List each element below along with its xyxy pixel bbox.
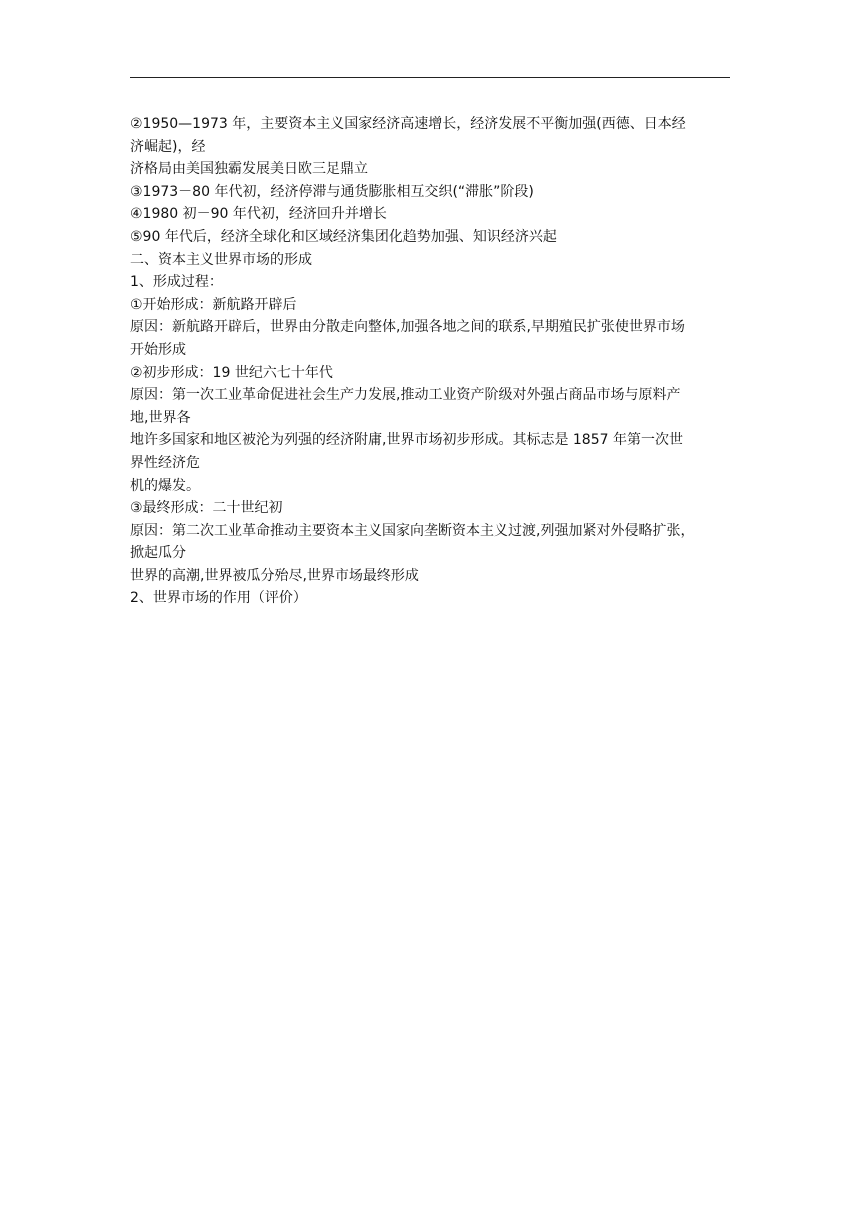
text-line: 原因：第一次工业革命促进社会生产力发展,推动工业资产阶级对外强占商品市场与原料产 (130, 387, 681, 404)
section-heading: 二、资本主义世界市场的形成 (130, 251, 312, 268)
text-line: 世界的高潮,世界被瓜分殆尽,世界市场最终形成 (130, 567, 419, 584)
text-line: 济崛起)，经 (130, 138, 206, 155)
text-line: ②1950—1973 年，主要资本主义国家经济高速增长，经济发展不平衡加强(西德、日本经 (130, 116, 686, 132)
text-line: 原因：新航路开辟后，世界由分散走向整体,加强各地之间的联系,早期殖民扩张使世界市场 (130, 319, 685, 336)
text-line: 地许多国家和地区被沦为列强的经济附庸,世界市场初步形成。其标志是 1857 年第一次世 (130, 432, 683, 449)
subsection-heading: 1、形成过程： (130, 274, 223, 291)
text-line: 掀起瓜分 (130, 545, 186, 562)
text-line: ②初步形成：19 世纪六七十年代 (130, 364, 333, 381)
text-line: ①开始形成：新航路开辟后 (130, 296, 297, 313)
text-line: ③1973－80 年代初，经济停滞与通货膨胀相互交织(“滞胀”阶段) (130, 183, 534, 200)
text-line: ③最终形成：二十世纪初 (130, 500, 283, 517)
text-line: 原因：第二次工业革命推动主要资本主义国家向垄断资本主义过渡,列强加紧对外侵略扩张， (130, 522, 695, 539)
document-body (130, 113, 740, 610)
text-line: ④1980 初－90 年代初，经济回升并增长 (130, 206, 387, 223)
text-line: 机的爆发。 (130, 477, 200, 494)
text-line: 界性经济危 (130, 454, 200, 471)
text-line: ⑤90 年代后，经济全球化和区域经济集团化趋势加强、知识经济兴起 (130, 228, 557, 245)
subsection-heading: 2、世界市场的作用（评价） (130, 590, 307, 607)
text-line: 济格局由美国独霸发展美日欧三足鼎立 (130, 161, 368, 178)
text-line: 地,世界各 (130, 409, 191, 426)
text-line: 开始形成 (130, 341, 186, 358)
header-rule (130, 77, 730, 78)
